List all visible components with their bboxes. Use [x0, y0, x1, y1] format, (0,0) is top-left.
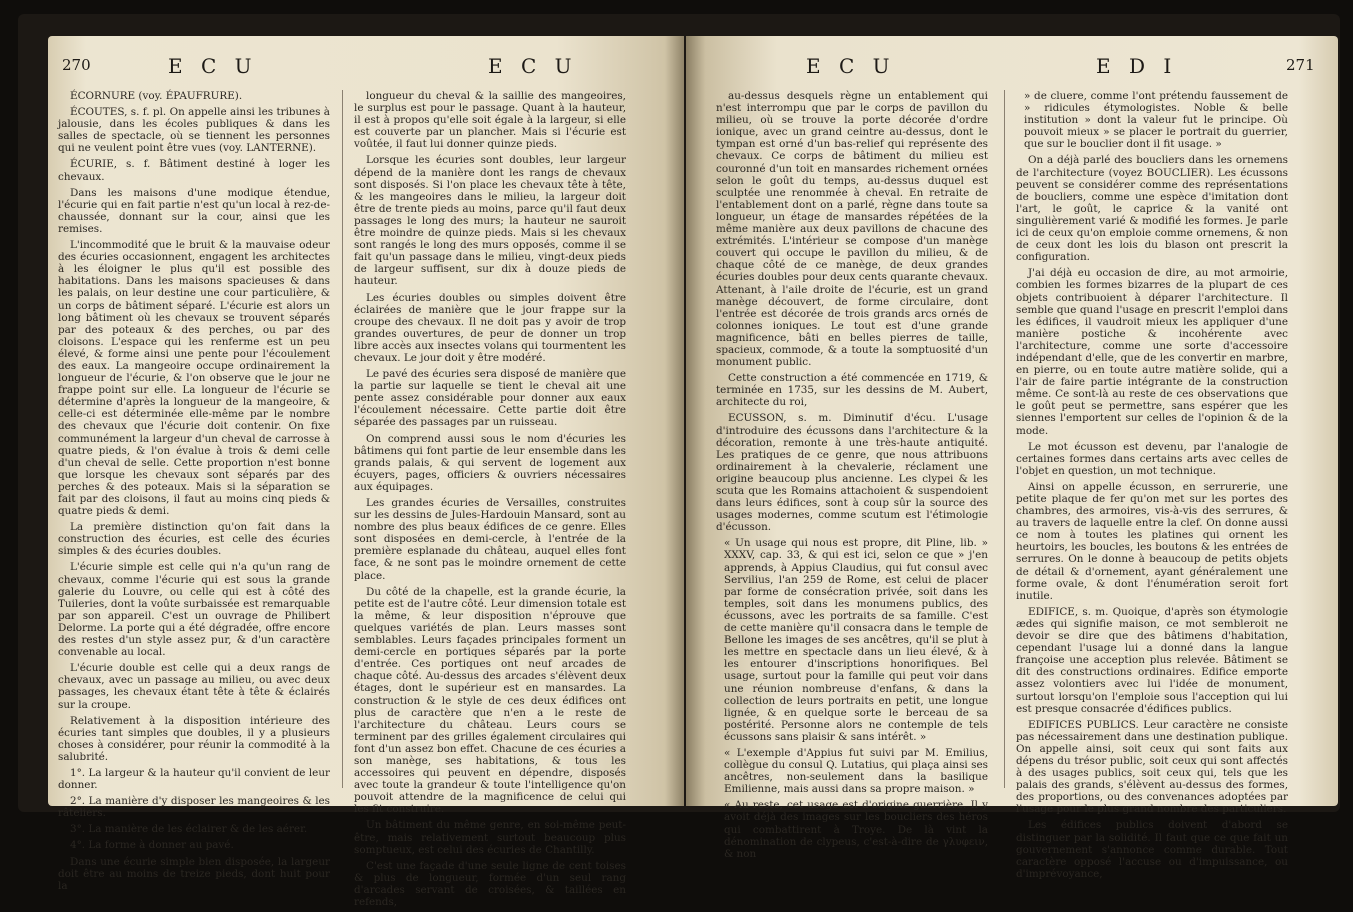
paragraph: ÉCOUTES, s. f. pl. On appelle ainsi les tribunes à jalousie, dans les écoles publiques & dans les salles de spectacle, où se tiennent les personnes qui ne veulent point être vues (voy. LANTERNE).	[58, 106, 330, 155]
paragraph: 4°. La forme à donner au pavé.	[70, 839, 234, 852]
running-head-right-col2: E D I	[1096, 54, 1178, 78]
paragraph: Le pavé des écuries sera disposé de manière que la partie sur laquelle se tient le cheval ait une pente assez considérable pour donner aux eaux l'écoulement nécessaire. Cette partie doit être séparée des passages par un ruisseau.	[354, 368, 626, 429]
left-page-column-2	[354, 90, 626, 912]
right-page-column-1	[716, 90, 988, 864]
paragraph: On a déjà parlé des boucliers dans les ornemens de l'architecture (voyez BOUCLIER). Les écussons peuvent se considérer comme des représentations de boucliers, comme une espèce d'imitation dont l'art, le goût, le caprice & la vanité ont singulièrement varié & modifié les formes. Je parle ici de ceux qu'on emploie comme ornemens, & non de ceux dont les lois du blason ont prescrit la configuration.	[1016, 154, 1288, 264]
paragraph: ÉCURIE, s. f. Bâtiment destiné à loger les chevaux.	[58, 158, 330, 183]
paragraph: » de cluere, comme l'ont prétendu faussement de » ridicules étymologistes. Noble & belle institution » dont la valeur fut le principe. Où pouvoit mieux » se placer le portrait du guerrier, que sur le bouclier dont il fit usage. »	[1024, 90, 1288, 151]
paragraph: L'écurie double est celle qui a deux rangs de chevaux, avec un passage au milieu, ou avec deux passages, les chevaux étant tête à tête & éclairés sur la croupe.	[58, 662, 330, 711]
paragraph: ÉCORNURE (voy. ÉPAUFRURE).	[70, 90, 243, 102]
running-head-left-col2: E C U	[488, 54, 578, 78]
paragraph: C'est une façade d'une seule ligne de cent toises & plus de longueur, formée d'un seul rang d'arcades servant de croisées, & taillées en refends,	[354, 859, 626, 908]
paragraph: Relativement à la disposition intérieure des écuries tant simples que doubles, il y a plusieurs choses à considérer, pour réunir la commodité à la salubrité.	[58, 714, 330, 763]
paragraph: L'incommodité que le bruit & la mauvaise odeur des écuries occasionnent, engagent les architectes à les éloigner le plus qu'il est possible des habitations. Dans les maisons spacieuses & dans les palais, on leur destine une cour particulière, & un corps de bâtiment séparé. L'écurie est alors un long bâtiment où les chevaux se trouvent séparés par des poteaux & des perches, ou par des cloisons. L'espace qui les renferme est un peu élevé, & forme ainsi une pente pour l'écoulement des eaux. La mangeoire occupe ordinairement la longueur de l'écurie, & l'on observe que le jour ne frappe point sur elle. La longueur de l'écurie se détermine d'après la longueur de la mangeoire, & celle-ci est déterminée elle-même par le nombre des chevaux que l'écurie doit contenir. On fixe communément la largeur d'un cheval de carrosse à quatre pieds, & l'on évalue à trois & demi celle d'un cheval de selle. Cette proportion n'est bonne que lorsque les chevaux sont séparés par des perches & des poteaux. Mais si la séparation se fait par des cloisons, il faut au moins cinq pieds & quatre pieds & demi.	[58, 239, 330, 518]
page-number-right: 271	[1286, 56, 1315, 74]
column-rule	[1004, 90, 1005, 788]
paragraph: Du côté de la chapelle, est la grande écurie, la petite est de l'autre côté. Leur dimension totale est la même, & leur disposition n'éprouve que quelques variétés de plan. Leurs masses sont semblables. Leurs façades principales forment un demi-cercle en portiques séparés par la porte d'entrée. Ces portiques ont neuf arcades de chaque côté. Au-dessus des arcades s'élèvent deux étages, dont le supérieur est en mansardes. La construction & le style de ces deux édifices ont plus de caractère que n'en a le reste de l'architecture du château. Leurs cours se terminent par des grilles également circulaires qui font d'un assez bon effet. Chacune de ces écuries a son manège, ses habitations, & tous les accessoires qui peuvent en dépendre, disposés avec toute la grandeur & toute l'intelligence qu'on pouvoit attendre de la magnificence de celui qui les fit construire.	[354, 585, 626, 816]
paragraph: 1°. La largeur & la hauteur qu'il convient de leur donner.	[58, 766, 330, 792]
paragraph: EDIFICE, s. m. Quoique, d'après son étymologie ædes qui signifie maison, ce mot sembleroit ne devoir se dire que des bâtimens d'habitation, cependant l'usage lui a donné dans la langue françoise une acception plus relevée. Bâtiment se dit des constructions ordinaires. Edifice emporte assez volontiers avec lui l'idée de monument, surtout lorsqu'on l'emploie sous l'acception qui lui est presque consacrée d'édifices publics.	[1016, 605, 1288, 715]
paragraph: La première distinction qu'on fait dans la construction des écuries, est celle des écuries simples & des écuries doubles.	[58, 521, 330, 558]
left-running-head	[48, 54, 684, 94]
paragraph: Lorsque les écuries sont doubles, leur largeur dépend de la manière dont les rangs de chevaux sont disposés. Si l'on place les chevaux tête à tête, & les mangeoires dans le milieu, la largeur doit être de trente pieds au moins, parce qu'il faut deux passages le long des murs; la hauteur ne sauroit être moindre de quinze pieds. Mais si les chevaux sont rangés le long des murs opposés, comme il se fait qu'un passage dans le milieu, vingt-deux pieds de largeur suffisent, sur dix à douze pieds de hauteur.	[354, 154, 626, 288]
paragraph: « L'exemple d'Appius fut suivi par M. Emilius, collègue du consul Q. Lutatius, qui plaça ainsi ses ancêtres, non-seulement dans la basilique Emilienne, mais aussi dans sa propre maison. »	[724, 746, 988, 796]
paragraph: ECUSSON, s. m. Diminutif d'écu. L'usage d'introduire des écussons dans l'architecture & la décoration, remonte à une très-haute antiquité. Les pratiques de ce genre, que nous attribuons ordinairement à la chevalerie, réclament une origine beaucoup plus ancienne. Les clypei & les scuta que les Romains attachoient & suspendoient dans leurs édifices, sont à coup sûr la source des usages modernes, comme scutum est l'étimologie d'écusson.	[716, 412, 988, 534]
paragraph: Cette construction a été commencée en 1719, & terminée en 1735, sur les dessins de M. Aubert, architecte du roi,	[716, 372, 988, 409]
left-page	[48, 36, 684, 908]
right-running-head	[686, 54, 1338, 94]
paragraph: Les écuries doubles ou simples doivent être éclairées de manière que le jour frappe sur la croupe des chevaux. Il ne doit pas y avoir de trop grandes ouvertures, de peur de donner un trop libre accès aux insectes volans qui tourmentent les chevaux. Le jour doit y être modéré.	[354, 291, 626, 364]
paragraph: On comprend aussi sous le nom d'écuries les bâtimens qui font partie de leur ensemble dans les grands palais, & qui servent de logement aux écuyers, pages, officiers & ouvriers nécessaires aux équipages.	[354, 432, 626, 493]
column-rule	[342, 90, 343, 788]
paragraph: au-dessus desquels règne un entablement qui n'est interrompu que par le corps de pavillon du milieu, où se trouve la porte décorée d'ordre ionique, avec un grand ceintre au-dessus, dont le tympan est orné d'un bas-relief qui représente des chevaux. Ce corps de bâtiment du milieu est couronné d'un toit en mansardes richement ornées selon le goût du temps, au-dessus duquel est sculptée une renommée à cheval. En retraite de l'entablement dont on a parlé, règne dans toute sa longueur, un étage de mansardes répétées de la même manière aux deux pavillons de chacune des extrémités. L'intérieur se compose d'un manège couvert qui occupe le pavillon du milieu, & de chaque côté de ce manège, de deux grandes écuries doubles pour deux cents quarante chevaux. Attenant, à l'aile droite de l'écurie, est un grand manège découvert, de forme circulaire, dont l'entrée est décorée de trois grands arcs ornés de colonnes ioniques. Le tout est d'une grande magnificence, bâti en belles pierres de taille, spacieux, commode, & a toute la somptuosité d'un monument public.	[716, 90, 988, 369]
running-head-right-col1: E C U	[806, 54, 896, 78]
paragraph: Ainsi on appelle écusson, en serrurerie, une petite plaque de fer qu'on met sur les portes des chambres, des armoires, vis-à-vis des serrures, & au travers de laquelle entre la clef. On donne aussi ce nom à toutes les platines qui ornent les heurtoirs, les boucles, les boutons & les entrées de serrures. On le donne à beaucoup de petits objets de détail & d'ornement, ayant généralement une forme ovale, & dont l'énumération seroit fort inutile.	[1016, 480, 1288, 602]
running-head-left-col1: E C U	[168, 54, 258, 78]
paragraph: Dans une écurie simple bien disposée, la largeur doit être au moins de treize pieds, dont huit pour la	[58, 855, 330, 892]
paragraph: « Un usage qui nous est propre, dit Pline, lib. » XXXV, cap. 33, & qui est ici, selon ce que » j'en apprends, à Appius Claudius, qui fut consul avec Servilius, l'an 259 de Rome, est celui de placer par forme de consécration privée, soit dans les temples, soit dans les monumens publics, des écussons, avec les portraits de sa famille. C'est de cette manière qu'il consacra dans le temple de Bellone les images de ses ancêtres, qu'il se plut à les mettre en spectacle dans un lieu élevé, & à les entourer d'inscriptions honorifiques. Bel usage, surtout pour la famille qui peut voir dans une réunion nombreuse d'enfans, & dans la collection de leurs portraits en petit, une longue lignée, & en quelque sorte le berceau de sa postérité. Personne alors ne contemple de tels écussons sans plaisir & sans intérêt. »	[724, 537, 988, 743]
open-book	[18, 14, 1340, 908]
right-page-column-2	[1016, 90, 1288, 884]
paragraph: J'ai déjà eu occasion de dire, au mot armoirie, combien les formes bizarres de la plupart de ces objets contribuoient à déparer l'architecture. Il semble que quand l'usage en prescrit l'emploi dans les édifices, il vaudroit mieux les appliquer d'une manière postiche & incohérente avec l'architecture, comme une sorte d'accessoire indépendant d'elle, que de les convertir en marbre, en pierre, ou en toute autre matière solide, qui a l'air de faire partie intégrante de la construction même. Ce sont-là au reste de ces observations que le goût peut se permettre, sans espérer que les siennes l'emportent sur celles de l'opinion & de la mode.	[1016, 267, 1288, 437]
paragraph: EDIFICES PUBLICS. Leur caractère ne consiste pas nécessairement dans une destination publique. On appelle ainsi, soit ceux qui sont faits aux dépens du trésor public, soit ceux qui sont affectés à des usages publics, soit ceux qui, tels que les palais des grands, s'élèvent au-dessus des formes, des proportions, ou des convenances adoptées par l'usage pour le plus grand nombre des particuliers.	[1016, 718, 1288, 816]
left-page-column-1	[58, 90, 330, 896]
paragraph: Le mot écusson est devenu, par l'analogie de certaines formes dans certains arts avec celles de l'objet en question, un mot technique.	[1016, 440, 1288, 477]
paragraph: 2°. La manière d'y disposer les mangeoires & les râteliers.	[58, 795, 330, 820]
paragraph: Les édifices publics doivent d'abord se distinguer par la solidité. Il faut que ce que fait un gouvernement s'annonce comme durable. Tout caractère opposé l'accuse ou d'impuissance, ou d'imprévoyance,	[1016, 819, 1288, 880]
paragraph: L'écurie simple est celle qui n'a qu'un rang de chevaux, comme l'écurie qui est sous la grande galerie du Louvre, ou celle qui est à côté des Tuileries, dont la voûte surbaissée est remarquable par son appareil. C'est un ouvrage de Philibert Delorme. La porte qui a été dégradée, offre encore des restes d'un style assez pur, & d'un caractère convenable au local.	[58, 561, 330, 659]
right-page	[686, 36, 1338, 880]
page-number-left: 270	[62, 56, 91, 74]
paragraph: « Au reste, cet usage est d'origine guerrière. Il y avoit déjà des images sur les boucliers des héros qui combattirent à Troye. De là vint la dénomination de clypeus, c'est-à-dire de γλυφειν, & non	[724, 799, 988, 860]
paragraph: Les grandes écuries de Versailles, construites sur les dessins de Jules-Hardouin Mansard, sont au nombre des plus beaux édifices de ce genre. Elles sont disposées en demi-cercle, à l'entrée de la première esplanade du château, auquel elles font face, & ne sont pas le moindre ornement de cette place.	[354, 497, 626, 582]
paragraph: longueur du cheval & la saillie des mangeoires, le surplus est pour le passage. Quant à la hauteur, il est à propos qu'elle soit égale à la largeur, si elle est couverte par un plancher. Mais si l'écurie est voûtée, il faut lui donner quinze pieds.	[354, 90, 626, 151]
paragraph: Un bâtiment du même genre, en soi-même peut-être, mais relativement surtout beaucoup plus somptueux, est celui des écuries de Chantilly.	[354, 819, 626, 856]
paragraph: Dans les maisons d'une modique étendue, l'écurie qui en fait partie n'est qu'un local à rez-de-chaussée, donnant sur la cour, ainsi que les remises.	[58, 186, 330, 235]
paragraph: 3°. La manière de les éclairer & de les aérer.	[70, 823, 308, 836]
